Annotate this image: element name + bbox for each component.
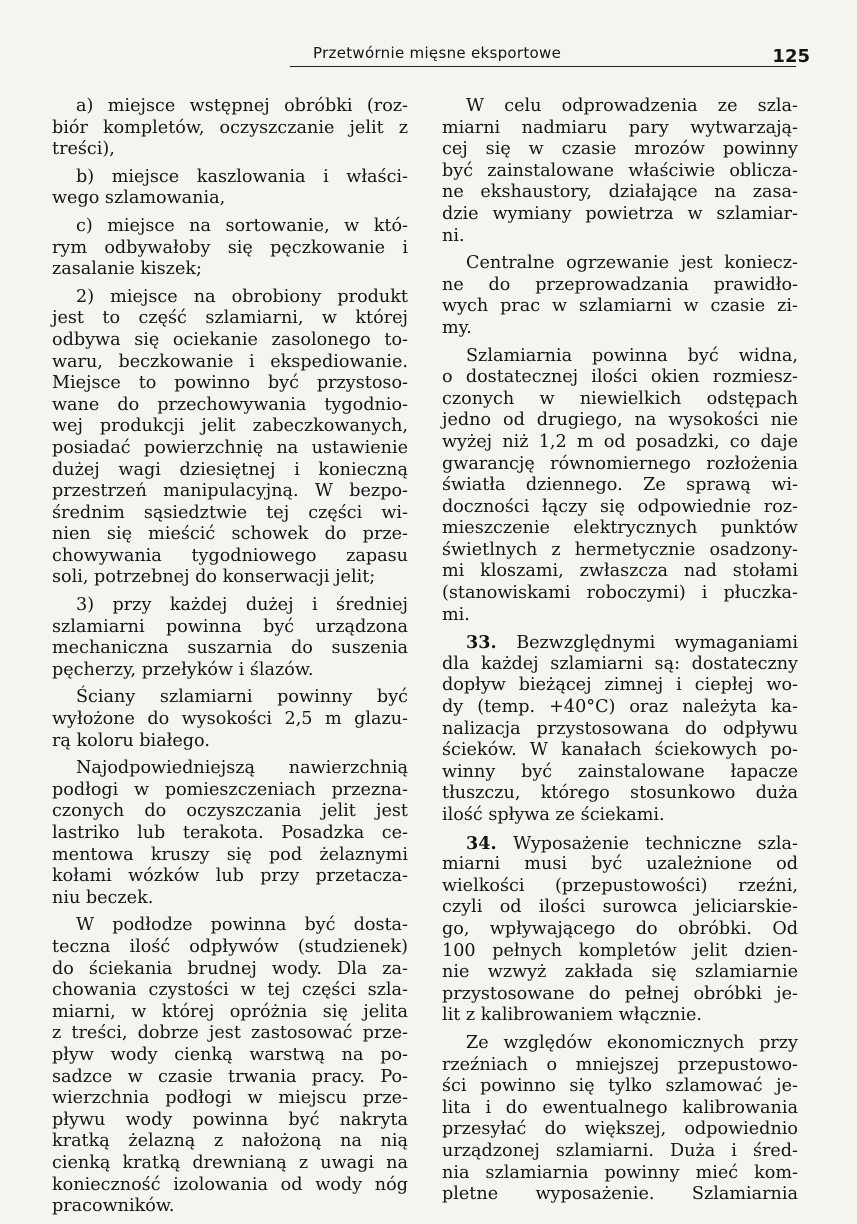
text-line: pływu wody powinna być nakryta bbox=[52, 1109, 408, 1130]
text-line: szlamiarni powinna być urządzona bbox=[52, 616, 408, 637]
text-line: niu beczek. bbox=[52, 887, 154, 908]
text-line: podłogi w pomieszczeniach przezna- bbox=[52, 779, 408, 800]
text-line: miarni musi być uzależnione od bbox=[442, 854, 798, 875]
text-line: konieczność izolowania od wody nóg bbox=[52, 1174, 408, 1195]
text-line: ścieków. W kanałach ściekowych po- bbox=[442, 740, 798, 761]
text-line: chowywania tygodniowego zapasu bbox=[52, 545, 408, 566]
text-line: waru, beczkowanie i ekspediowanie. bbox=[52, 351, 408, 372]
paragraph bbox=[52, 687, 408, 752]
text-line: ne do przeprowadzania prawidło- bbox=[442, 274, 798, 295]
text-line: wierzchnia podłogi w miejscu prze- bbox=[52, 1088, 408, 1109]
paragraph bbox=[52, 758, 408, 909]
text-line: mi. bbox=[442, 604, 470, 625]
text-line: odbywa się ociekanie zasolonego to- bbox=[52, 329, 408, 350]
text-line: wyłożone do wysokości 2,5 m glazu- bbox=[52, 709, 408, 730]
text-line: kołami wózków lub przy przetacza- bbox=[52, 866, 408, 887]
text-line: miarni, w której opróżnia się jelita bbox=[52, 1001, 408, 1022]
text-line: nia szlamiarnia powinny mieć kom- bbox=[442, 1162, 798, 1183]
text-line: mieszczenie elektrycznych punktów bbox=[442, 518, 798, 539]
text-line: czonych do oczyszczania jelit jest bbox=[52, 801, 408, 822]
text-line: wego szlamowania, bbox=[52, 188, 226, 209]
text-line: tłuszczu, którego stosunkowo duża bbox=[442, 783, 798, 804]
text-line: ści powinno się tylko szlamować je- bbox=[442, 1076, 798, 1097]
right-column bbox=[442, 96, 798, 1212]
text-line: pływ wody cienką warstwą na po- bbox=[52, 1044, 408, 1065]
paragraph bbox=[442, 632, 798, 826]
text-line: lita i do ewentualnego kalibrowania bbox=[442, 1097, 798, 1118]
text-line: W podłodze powinna być dosta- bbox=[76, 915, 408, 936]
left-column bbox=[52, 96, 408, 1224]
text-line: nalizacja przystosowana do odpływu bbox=[442, 718, 798, 739]
text-line: ne ekshaustory, działające na zasa- bbox=[442, 182, 798, 203]
text-line: być zainstalowane właściwie oblicza- bbox=[442, 160, 798, 181]
paragraph bbox=[442, 833, 798, 1027]
text-line: a) miejsce wstępnej obróbki (roz- bbox=[76, 96, 408, 116]
text-line: treści), bbox=[52, 139, 115, 160]
text-line: mechaniczna suszarnia do suszenia bbox=[52, 638, 408, 659]
text-line: nie wzwyż zakłada się szlamiarnie bbox=[442, 962, 798, 983]
paragraph bbox=[442, 253, 798, 339]
text-line bbox=[442, 833, 798, 855]
text-line: mi kloszami, zwłaszcza nad stołami bbox=[442, 561, 798, 582]
text-line: dla każdej szlamiarni są: dostateczny bbox=[442, 653, 798, 674]
text-line: doczności łączy się odpowiednie roz- bbox=[442, 496, 798, 517]
text-line: rzeźniach o mniejszej przepustowo- bbox=[442, 1054, 798, 1075]
text-line: pęcherzy, przełyków i ślazów. bbox=[52, 659, 314, 680]
text-line: światła dziennego. Ze sprawą wi- bbox=[442, 475, 798, 496]
text-line: posiadać powierzchnię na ustawienie bbox=[52, 437, 408, 458]
page-number: 125 bbox=[772, 46, 810, 67]
text-line: pletne wyposażenie. Szlamiarnia bbox=[442, 1184, 798, 1205]
text-line: wych prac w szlamiarni w czasie zi- bbox=[442, 296, 798, 317]
section-number: 34. bbox=[466, 832, 514, 854]
text-line: świetlnych z hermetycznie osadzony- bbox=[442, 539, 798, 560]
text-line: pracowników. bbox=[52, 1196, 175, 1217]
text-line: rą koloru białego. bbox=[52, 730, 210, 751]
text-line: winny być zainstalowane łapacze bbox=[442, 761, 798, 782]
paragraph bbox=[52, 96, 408, 161]
text-line: Miejsce to powinno być przystoso- bbox=[52, 373, 408, 394]
text-line: dzie wymiany powietrza w szlamiar- bbox=[442, 203, 798, 224]
text-line: cej się w czasie mrozów powinny bbox=[442, 139, 798, 160]
page-header bbox=[28, 40, 810, 70]
paragraph bbox=[52, 287, 408, 589]
paragraph bbox=[52, 216, 408, 281]
header-rule bbox=[290, 66, 796, 67]
text-line: cienką kratką drewnianą z uwagi na bbox=[52, 1152, 408, 1173]
text-line: 2) miejsce na obrobiony produkt bbox=[76, 286, 408, 307]
text-line: sadzce w czasie trwania pracy. Po- bbox=[52, 1066, 408, 1087]
text-line: przystosowane do pełnej obróbki je- bbox=[442, 983, 798, 1004]
text-fragment: Bezwzględnymi wymaganiami bbox=[516, 633, 798, 654]
text-line: przestrzeń manipulacyjną. W bezpo- bbox=[52, 481, 408, 502]
text-line: 3) przy każdej dużej i średniej bbox=[76, 595, 408, 616]
text-line: wej produkcji jelit zabeczkowanych, bbox=[52, 416, 408, 437]
text-line: dy (temp. +40°C) oraz należyta ka- bbox=[442, 697, 798, 718]
text-line: ni. bbox=[442, 225, 465, 246]
text-line: lit z kalibrowaniem włącznie. bbox=[442, 1005, 702, 1026]
text-line: W celu odprowadzenia ze szla- bbox=[466, 96, 798, 116]
running-title: Przetwórnie mięsne eksportowe bbox=[313, 44, 562, 62]
text-line: Ściany szlamiarni powinny być bbox=[76, 687, 408, 708]
text-line: biór kompletów, oczyszczanie jelit z bbox=[52, 117, 408, 138]
text-line: Ze względów ekonomicznych przy bbox=[466, 1032, 798, 1053]
text-line: go, wpływającego do obróbki. Od bbox=[442, 918, 798, 939]
paragraph bbox=[52, 915, 408, 1217]
text-line: 100 pełnych kompletów jelit dzien- bbox=[442, 940, 798, 961]
text-line: lastriko lub terakota. Posadzka ce- bbox=[52, 823, 408, 843]
text-line: średnim sąsiedztwie tej części wi- bbox=[52, 502, 408, 523]
text-line: urządzonej szlamiarni. Duża i śred- bbox=[442, 1140, 798, 1161]
text-line: jest to część szlamiarni, w której bbox=[52, 308, 408, 329]
text-line: kratką żelazną z nałożoną na nią bbox=[52, 1131, 408, 1152]
text-line: c) miejsce na sortowanie, w któ- bbox=[76, 215, 408, 236]
text-line: zasalanie kiszek; bbox=[52, 259, 202, 280]
text-line: (stanowiskami roboczymi) i płuczka- bbox=[442, 583, 798, 604]
text-line: rym odbywałoby się pęczkowanie i bbox=[52, 237, 408, 258]
text-line: jedno od drugiego, na wysokości nie bbox=[442, 410, 798, 431]
text-line: do ściekania brudnej wody. Dla za- bbox=[52, 958, 408, 979]
text-line: chowania czystości w tej części szla- bbox=[52, 980, 408, 1001]
text-line: miarni nadmiaru pary wytwarzają- bbox=[442, 117, 798, 138]
text-line: teczna ilość odpływów (studzienek) bbox=[52, 936, 408, 957]
paragraph bbox=[52, 595, 408, 681]
text-line: dużej wagi dziesiętnej i konieczną bbox=[52, 459, 408, 480]
text-line: czonych w niewielkich odstępach bbox=[442, 388, 798, 409]
text-line: mentowa kruszy się pod żelaznymi bbox=[52, 844, 408, 865]
text-line: Szlamiarnia powinna być widna, bbox=[466, 345, 798, 366]
text-line: my. bbox=[442, 317, 472, 338]
section-number: 33. bbox=[466, 632, 517, 654]
text-line: Centralne ogrzewanie jest koniecz- bbox=[466, 253, 798, 274]
text-line: soli, potrzebnej do konserwacji jelit; bbox=[52, 567, 376, 588]
text-line: wielkości (przepustowości) rzeźni, bbox=[442, 875, 798, 896]
text-line: gwarancję równomiernego rozłożenia bbox=[442, 453, 798, 474]
text-line: wyżej niż 1,2 m od posadzki, co daje bbox=[442, 431, 798, 452]
text-line: czyli od ilości surowca jeliciarskie- bbox=[442, 897, 798, 918]
text-line: wane do przechowywania tygodnio- bbox=[52, 394, 408, 415]
text-line: przesyłać do większej, odpowiednio bbox=[442, 1119, 798, 1140]
text-line: Najodpowiedniejszą nawierzchnią bbox=[76, 758, 408, 779]
paragraph bbox=[52, 167, 408, 210]
text-line: z treści, dobrze jest zastosować prze- bbox=[52, 1023, 408, 1044]
text-fragment: Wyposażenie techniczne szla- bbox=[513, 833, 798, 854]
paragraph bbox=[442, 346, 798, 627]
text-line: nien się mieścić schowek do prze- bbox=[52, 524, 408, 545]
text-line: ilość spływa ze ściekami. bbox=[442, 805, 665, 825]
paragraph bbox=[442, 1033, 798, 1206]
text-line bbox=[442, 632, 798, 654]
paragraph bbox=[442, 96, 798, 247]
text-line: dopływ bieżącej zimnej i ciepłej wo- bbox=[442, 675, 798, 696]
text-line: b) miejsce kaszlowania i właści- bbox=[76, 166, 408, 187]
text-line: o dostatecznej ilości okien rozmiesz- bbox=[442, 367, 798, 388]
